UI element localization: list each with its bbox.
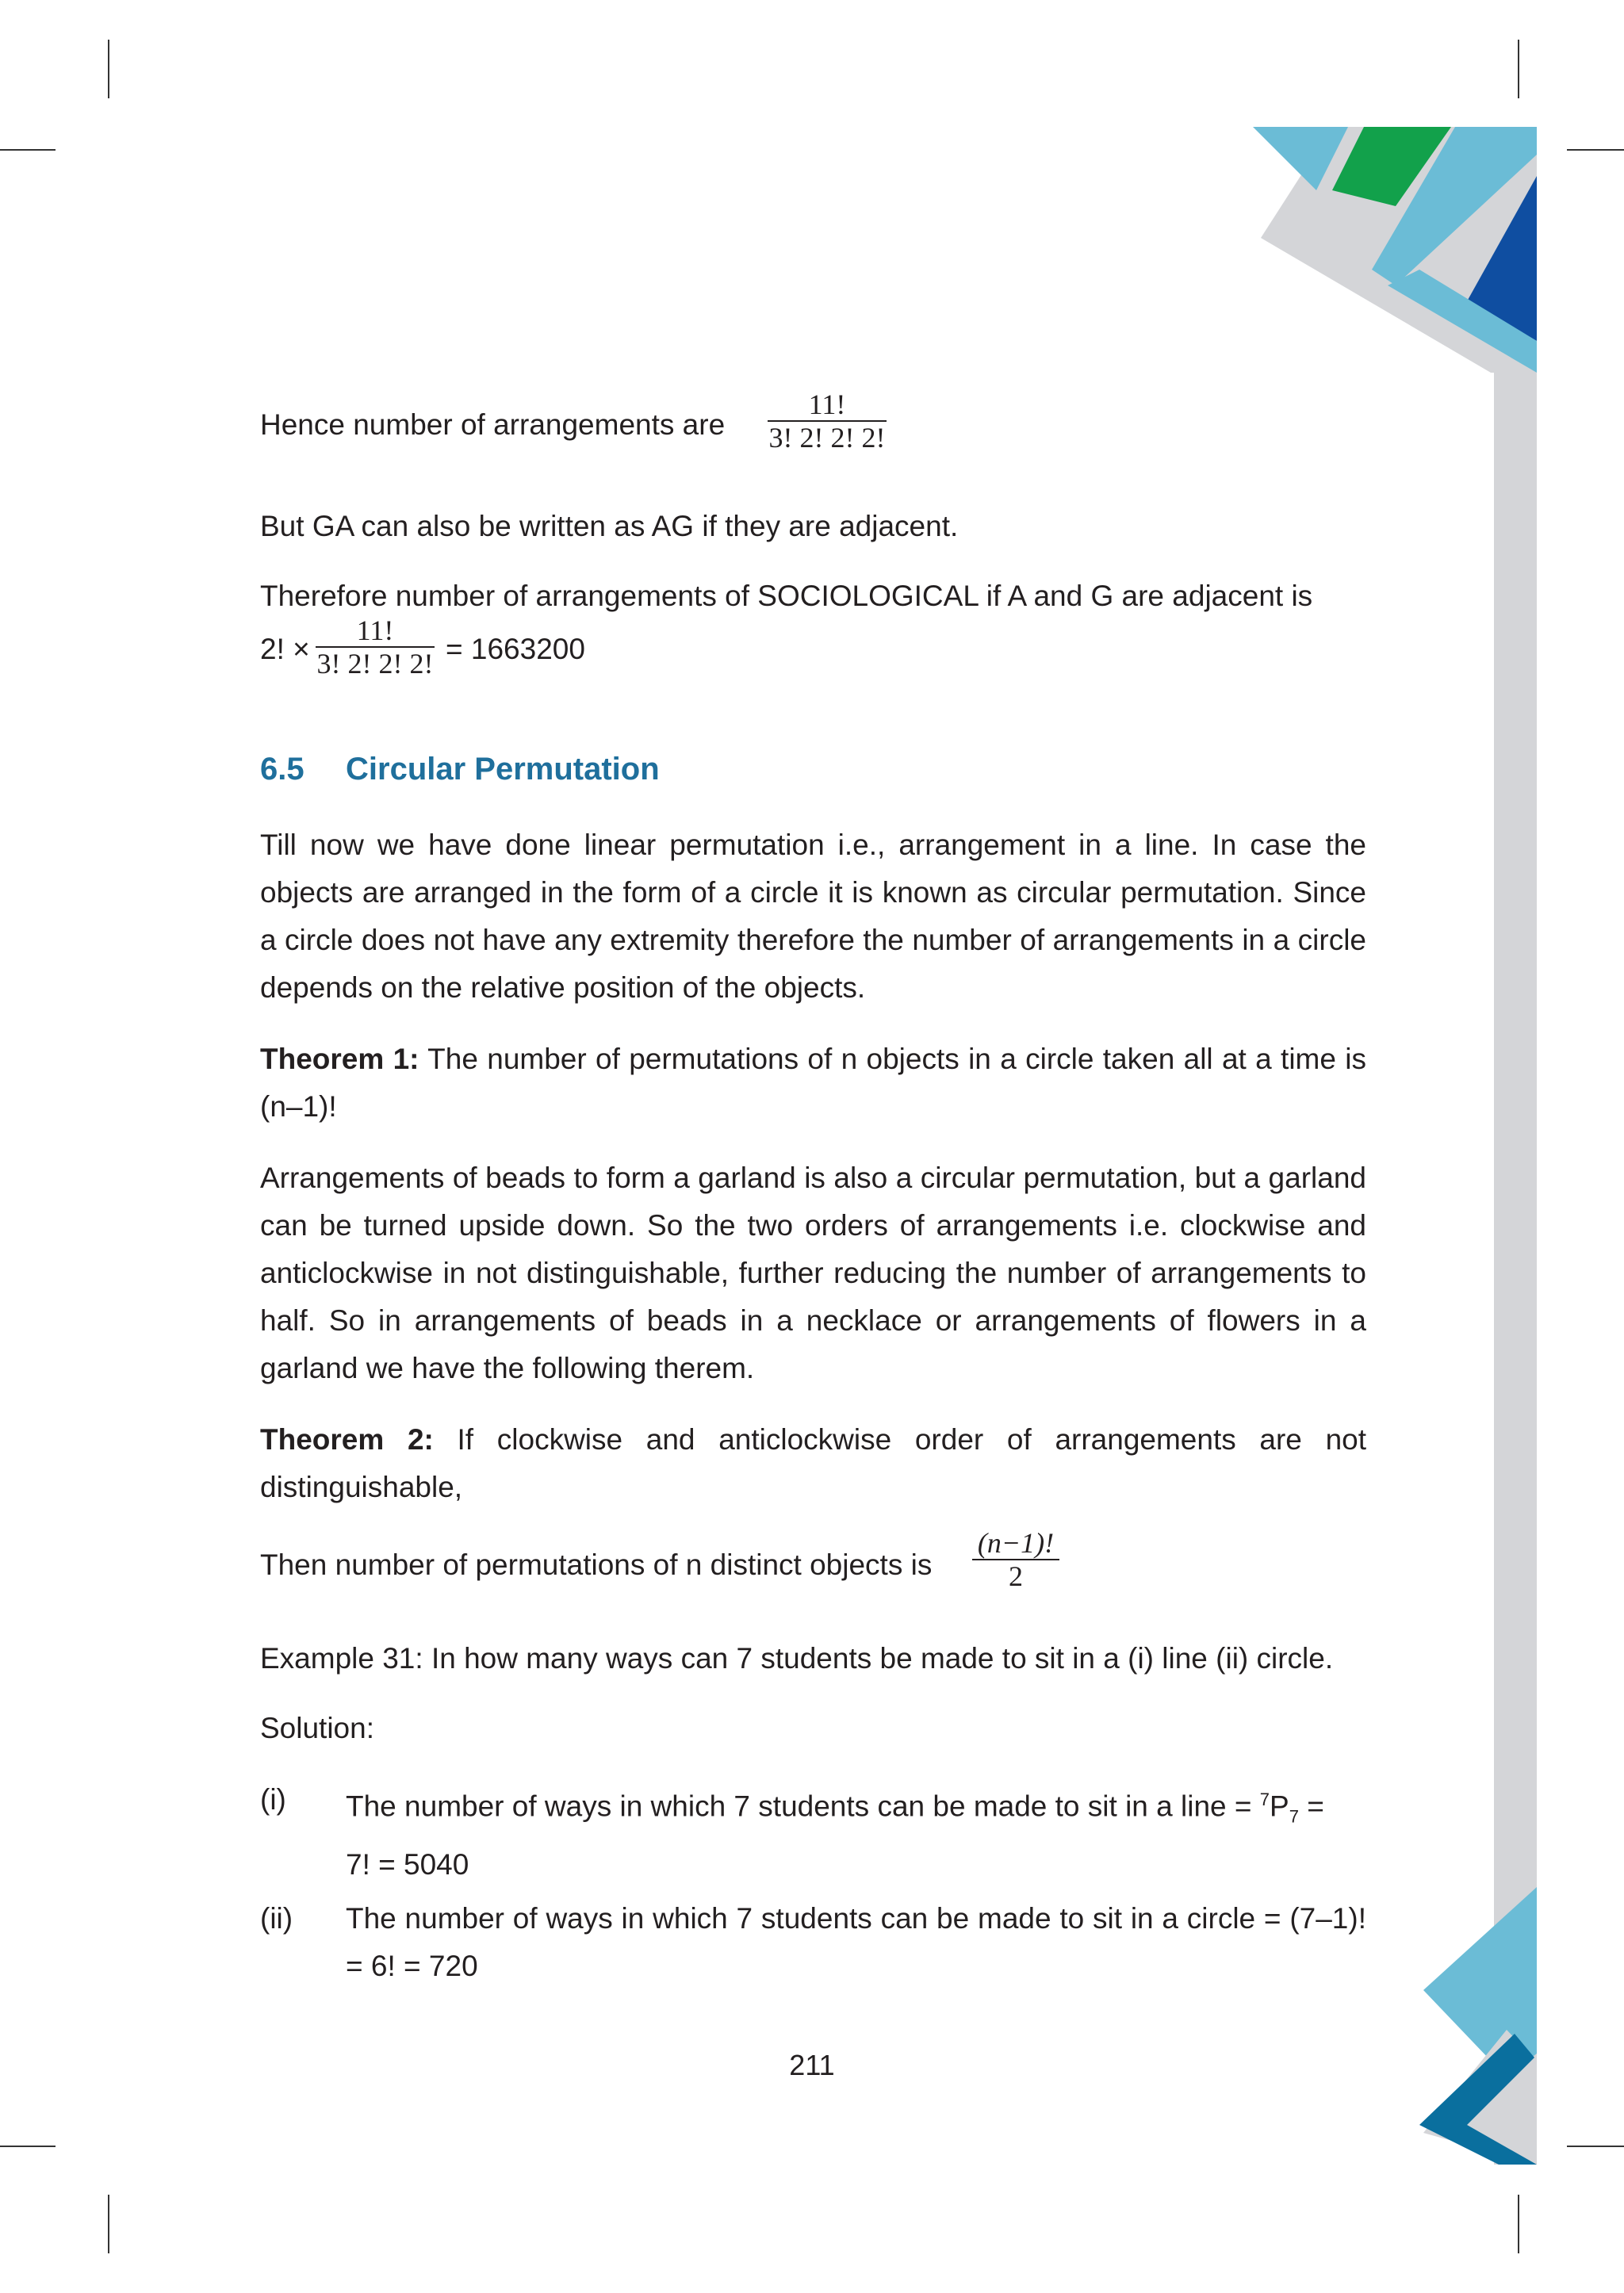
- theorem-1-label: Theorem 1:: [260, 1043, 419, 1075]
- crop-mark: [108, 40, 109, 98]
- fraction-denominator: 2: [1009, 1560, 1023, 1592]
- ga-line: But GA can also be written as AG if they are adjacent.: [260, 510, 959, 542]
- fraction-1: [768, 389, 887, 454]
- crop-mark: [1567, 2146, 1624, 2147]
- list-item-label: (i): [260, 1783, 286, 1816]
- crop-mark: [108, 2195, 109, 2253]
- theorem-2-label: Theorem 2:: [260, 1423, 434, 1456]
- therefore-line: Therefore number of arrangements of SOCIOLOGICAL if A and G are adjacent is: [260, 580, 1313, 612]
- fraction-numerator: (n−1)!: [977, 1527, 1055, 1559]
- solution-label: Solution:: [260, 1712, 374, 1744]
- fraction-denominator: 3! 2! 2! 2!: [316, 648, 434, 679]
- fraction-numerator: 11!: [808, 389, 846, 420]
- list-item-body: [346, 1776, 1366, 1889]
- fraction-3: [972, 1527, 1059, 1592]
- crop-mark: [1518, 2195, 1519, 2253]
- list-item-text: The number of ways in which 7 students can be made to sit in a circle = (7–1)! = 6! = 720: [346, 1902, 1366, 1982]
- hence-line: [260, 406, 725, 444]
- crop-mark: [1567, 149, 1624, 151]
- crop-mark: [0, 2146, 56, 2147]
- crop-mark: [1518, 40, 1519, 98]
- superscript: 7: [1259, 1790, 1270, 1809]
- intro-paragraph: Till now we have done linear permutation i.e., arrangement in a line. In case the objects are arranged in the form of a circle it is known as circular permutation. Since a circle does not have any extremity therefore the number of arrangements in a circle depends on the relative position of the objects.: [260, 829, 1366, 1004]
- mult-prefix: 2! ×: [260, 633, 310, 665]
- theorem-1-text: The number of permutations of n objects in a circle taken all at a time is (n–1)!: [260, 1043, 1366, 1123]
- theorem-1: [260, 1035, 1366, 1131]
- crop-mark: [0, 149, 56, 151]
- hence-text: Hence number of arrangements are: [260, 408, 726, 441]
- beads-paragraph: Arrangements of beads to form a garland is also a circular permutation, but a garland can be turned upside down. So the two orders of arrangements i.e. clockwise and anticlockwise in not distinguishable, further reducing the number of arrangements to half. So in arrangements of beads in a necklace or arrangements of flowers in a garland we have the following therem.: [260, 1162, 1366, 1384]
- list-item-text: The number of ways in which 7 students can be made to sit in a line =: [346, 1790, 1252, 1823]
- subscript: 7: [1289, 1806, 1299, 1827]
- fraction-2: [316, 614, 435, 679]
- section-number: 6.5: [260, 752, 304, 787]
- list-item-label: (ii): [260, 1902, 293, 1935]
- permutation-symbol: P: [1270, 1790, 1289, 1823]
- fraction-numerator: 11!: [356, 614, 394, 646]
- theorem-2: [260, 1416, 1366, 1511]
- theorem-2-text: If clockwise and anticlockwise order of arrangements are not distinguishable,: [260, 1423, 1367, 1503]
- mult-result: = 1663200: [446, 633, 585, 665]
- example-line: Example 31: In how many ways can 7 students be made to sit in a (i) line (ii) circle.: [260, 1642, 1334, 1675]
- then-line: Then number of permutations of n distinct objects is: [260, 1548, 933, 1581]
- list-item-result: 7! = 5040: [346, 1847, 469, 1881]
- equals: =: [1307, 1790, 1324, 1823]
- page-number: 211: [789, 2049, 835, 2081]
- section-heading: [260, 752, 660, 787]
- fraction-denominator: 3! 2! 2! 2!: [768, 422, 886, 454]
- section-title: Circular Permutation: [346, 752, 660, 787]
